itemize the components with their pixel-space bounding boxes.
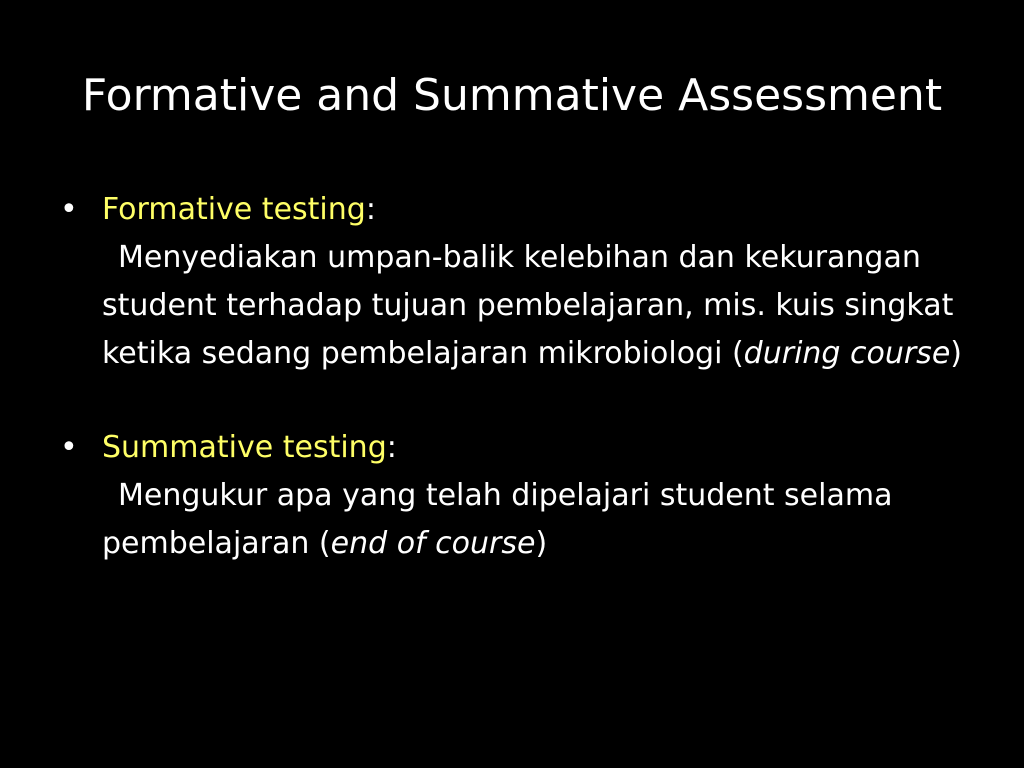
slide-content xyxy=(60,186,980,568)
description-text: Mengukur apa yang telah dipelajari student selama pembelajaran ( xyxy=(102,478,893,561)
bullet-icon: • xyxy=(60,430,78,465)
description-closing: ) xyxy=(535,526,548,561)
description-formative xyxy=(60,234,980,378)
description-emphasis: end of course xyxy=(330,526,536,561)
description-summative xyxy=(60,472,980,568)
description-closing: ) xyxy=(950,336,962,371)
term-colon: : xyxy=(365,192,376,227)
description-emphasis: during course xyxy=(743,336,951,371)
bullet-group-formative xyxy=(60,186,980,378)
bullet-item-summative xyxy=(60,424,980,472)
bullet-icon: • xyxy=(60,192,78,227)
slide-title: Formative and Summative Assessment xyxy=(81,70,943,121)
term-colon: : xyxy=(386,430,397,465)
term-formative-testing: Formative testing xyxy=(102,192,366,227)
description-text: Menyediakan umpan-balik kelebihan dan kekurangan student terhadap tujuan pembelajaran, mis. kuis singkat ketika sedang pembelajaran mikrobiologi ( xyxy=(102,240,954,371)
term-summative-testing: Summative testing xyxy=(102,430,387,465)
bullet-item-formative xyxy=(60,186,980,234)
bullet-group-summative xyxy=(60,424,980,568)
